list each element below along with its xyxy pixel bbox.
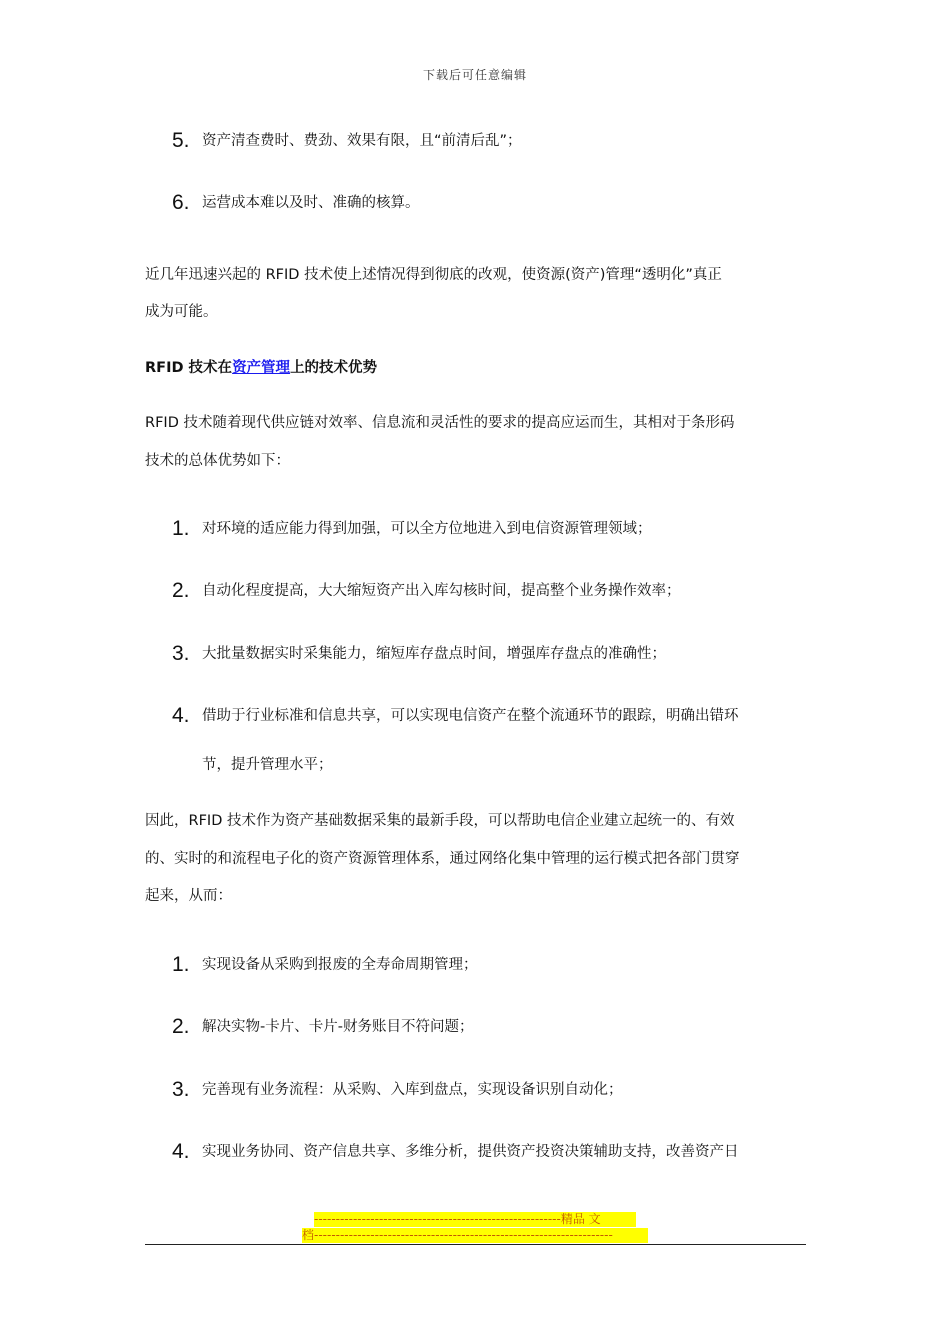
list-number: 6.: [172, 191, 190, 214]
list-number: 3.: [172, 1078, 190, 1101]
list-item: [172, 955, 478, 975]
list-text: 资产清查费时、费劲、效果有限，且“前清后乱”；: [202, 133, 522, 149]
list-number: 4.: [172, 704, 190, 727]
list-item: [172, 1017, 473, 1037]
list-text: 运营成本难以及时、准确的核算。: [202, 195, 420, 211]
list-number: 4.: [172, 1140, 190, 1163]
list-number: 2.: [172, 1015, 190, 1038]
paragraph-line: 的、实时的和流程电子化的资产资源管理体系，通过网络化集中管理的运行模式把各部门贯穿: [145, 851, 740, 867]
paragraph-line: 成为可能。: [145, 304, 218, 320]
list-item: [172, 193, 420, 213]
list-number: 3.: [172, 642, 190, 665]
list-continuation: 节，提升管理水平；: [202, 757, 333, 773]
list-item: [172, 131, 522, 151]
list-text: 解决实物-卡片、卡片-财务账目不符问题；: [202, 1019, 474, 1035]
list-text: 完善现有业务流程：从采购、入库到盘点，实现设备识别自动化；: [202, 1082, 623, 1098]
list-text: 自动化程度提高，大大缩短资产出入库勾核时间，提高整个业务操作效率；: [202, 583, 681, 599]
list-item: [172, 519, 652, 539]
paragraph-line: 因此，RFID 技术作为资产基础数据采集的最新手段，可以帮助电信企业建立起统一的、有效: [145, 813, 735, 829]
paragraph-line: 技术的总体优势如下：: [145, 453, 290, 469]
heading-suffix: 上的技术优势: [290, 360, 378, 376]
list-text: 大批量数据实时采集能力，缩短库存盘点时间，增强库存盘点的准确性；: [202, 646, 666, 662]
footer-watermark-line2: 档---------------------------------------------------------------------: [302, 1228, 648, 1243]
list-item: [172, 1080, 623, 1100]
section-heading: [145, 358, 377, 378]
page-header: 下载后可任意编辑: [422, 68, 527, 82]
list-number: 1.: [172, 953, 190, 976]
list-item: [172, 644, 666, 664]
list-number: 5.: [172, 129, 190, 152]
heading-prefix: RFID 技术在: [145, 360, 233, 376]
footer-watermark-line1: ---------------------------------------------------------精品 文: [314, 1212, 636, 1227]
paragraph-line: 起来，从而：: [145, 888, 232, 904]
list-number: 2.: [172, 579, 190, 602]
paragraph-line: RFID 技术随着现代供应链对效率、信息流和灵活性的要求的提高应运而生，其相对于条形码: [145, 415, 735, 431]
paragraph-line: 近几年迅速兴起的 RFID 技术使上述情况得到彻底的改观，使资源(资产)管理“透明化”真正: [145, 267, 722, 283]
list-text: 借助于行业标准和信息共享，可以实现电信资产在整个流通环节的跟踪，明确出错环: [202, 708, 739, 724]
list-text: 实现业务协同、资产信息共享、多维分析，提供资产投资决策辅助支持，改善资产日: [202, 1144, 739, 1160]
list-number: 1.: [172, 517, 190, 540]
list-text: 对环境的适应能力得到加强，可以全方位地进入到电信资源管理领域；: [202, 521, 652, 537]
list-item: [172, 1142, 739, 1162]
list-item: [172, 581, 681, 601]
list-text: 实现设备从采购到报废的全寿命周期管理；: [202, 957, 478, 973]
footer-divider: [145, 1244, 806, 1245]
list-item: [172, 706, 739, 726]
asset-management-link[interactable]: 资产管理: [232, 360, 291, 376]
